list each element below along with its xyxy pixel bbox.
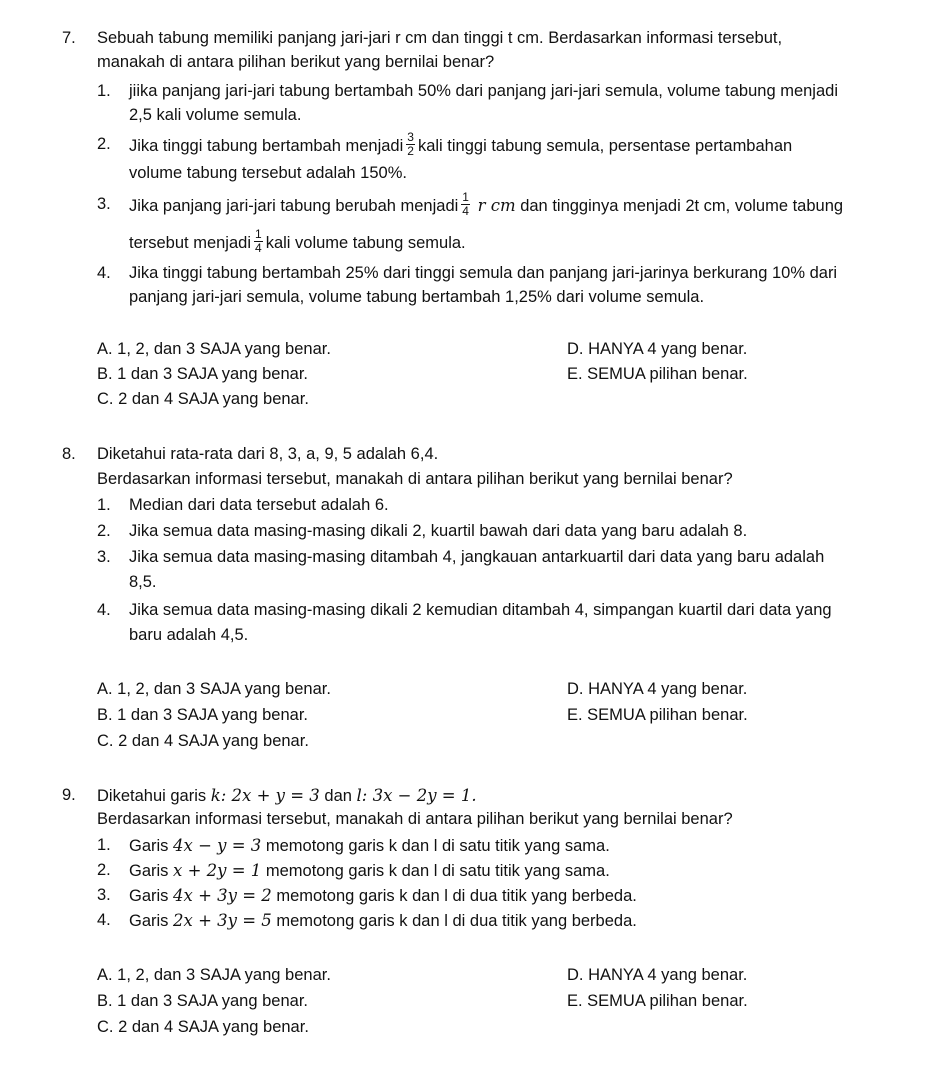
option-d[interactable]: D. HANYA 4 yang benar. [567,680,748,698]
statement-3 [129,227,466,257]
option-d[interactable]: D. HANYA 4 yang benar. [567,340,748,358]
statement-4: baru adalah 4,5. [129,626,249,644]
statement-3 [129,884,637,908]
statement-number: 4. [97,911,111,929]
statement-text: Jika panjang jari-jari tabung berubah menjadi [129,196,459,215]
statement-text: kali tinggi tabung semula, persentase pertambahan [417,136,793,155]
statement-4 [129,909,637,933]
statement-number: 4. [97,601,111,619]
option-a[interactable]: A. 1, 2, dan 3 SAJA yang benar. [97,340,331,358]
statement-number: 3. [97,886,111,904]
statement-1: 2,5 kali volume semula. [129,106,302,124]
statement-text: tersebut menjadi [129,233,251,252]
statement-4: panjang jari-jari semula, volume tabung bertambah 1,25% dari volume semula. [129,288,705,306]
statement-2 [129,130,793,160]
fraction-numerator: 1 [462,190,469,204]
math-expression: 2x + 3y = 5 [173,911,272,930]
option-d[interactable]: D. HANYA 4 yang benar. [567,966,748,984]
statement-number: 4. [97,264,111,282]
statement-text: memotong garis k dan l di dua titik yang berbeda. [276,912,637,930]
math-expression: k: 2x + y = 3 [210,786,320,805]
statement-text: kali volume tabung semula. [265,233,466,252]
statement-text: Garis [129,912,169,930]
fraction-denominator: 4 [255,241,262,255]
statement-number: 3. [97,195,111,213]
question-stem: Berdasarkan informasi tersebut, manakah di antara pilihan berikut yang bernilai benar? [97,470,733,488]
statement-number: 2. [97,522,111,540]
statement-1 [129,834,610,858]
option-b[interactable]: B. 1 dan 3 SAJA yang benar. [97,992,308,1010]
statement-text: Garis [129,837,169,855]
math-expression: 4x + 3y = 2 [173,886,272,905]
option-b[interactable]: B. 1 dan 3 SAJA yang benar. [97,706,308,724]
option-e[interactable]: E. SEMUA pilihan benar. [567,365,748,383]
question-stem [97,784,477,808]
question-stem: Sebuah tabung memiliki panjang jari-jari r cm dan tinggi t cm. Berdasarkan informasi tersebut, [97,29,783,47]
option-b[interactable]: B. 1 dan 3 SAJA yang benar. [97,365,308,383]
statement-1: jiika panjang jari-jari tabung bertambah 50% dari panjang jari-jari semula, volume tabung menjadi [129,82,838,100]
statement-text: Diketahui garis [97,787,207,805]
fraction [254,228,263,255]
statement-3: 8,5. [129,573,157,591]
statement-number: 1. [97,82,111,100]
statement-2 [129,859,610,883]
option-e[interactable]: E. SEMUA pilihan benar. [567,992,748,1010]
math-expression: x + 2y = 1 [173,861,262,880]
statement-text: dan tingginya menjadi 2t cm, volume tabung [520,196,844,215]
option-c[interactable]: C. 2 dan 4 SAJA yang benar. [97,1018,309,1036]
question-stem: Diketahui rata-rata dari 8, 3, a, 9, 5 adalah 6,4. [97,445,439,463]
statement-4: Jika semua data masing-masing dikali 2 kemudian ditambah 4, simpangan kuartil dari data yang [129,601,832,619]
option-c[interactable]: C. 2 dan 4 SAJA yang benar. [97,390,309,408]
statement-text: memotong garis k dan l di dua titik yang berbeda. [276,887,637,905]
statement-text: Jika tinggi tabung bertambah menjadi [129,136,404,155]
statement-3: Jika semua data masing-masing ditambah 4, jangkauan antarkuartil dari data yang baru adalah [129,548,825,566]
statement-number: 2. [97,135,111,153]
fraction-numerator: 1 [255,227,262,241]
statement-2: Jika semua data masing-masing dikali 2, kuartil bawah dari data yang baru adalah 8. [129,522,748,540]
statement-number: 3. [97,548,111,566]
fraction-numerator: 3 [407,130,414,144]
statement-text: dan [324,787,352,805]
statement-text: Garis [129,862,169,880]
question-number: 9. [62,786,76,804]
question-stem: Berdasarkan informasi tersebut, manakah di antara pilihan berikut yang bernilai benar? [97,810,733,828]
statement-number: 2. [97,861,111,879]
question-number: 8. [62,445,76,463]
fraction-denominator: 2 [407,144,414,158]
option-a[interactable]: A. 1, 2, dan 3 SAJA yang benar. [97,680,331,698]
statement-text: Garis [129,887,169,905]
statement-text: memotong garis k dan l di satu titik yang sama. [265,837,610,855]
question-number: 7. [62,29,76,47]
question-stem: manakah di antara pilihan berikut yang bernilai benar? [97,53,495,71]
statement-4: Jika tinggi tabung bertambah 25% dari tinggi semula dan panjang jari-jarinya berkurang 10% dari [129,264,838,282]
statement-3 [129,190,844,220]
math-expression: l: 3x − 2y = 1. [356,786,477,805]
statement-2: volume tabung tersebut adalah 150%. [129,164,407,182]
option-e[interactable]: E. SEMUA pilihan benar. [567,706,748,724]
option-c[interactable]: C. 2 dan 4 SAJA yang benar. [97,732,309,750]
statement-number: 1. [97,836,111,854]
statement-text: memotong garis k dan l di satu titik yang sama. [265,862,610,880]
fraction [461,191,470,218]
fraction [406,131,415,158]
statement-number: 1. [97,496,111,514]
math-expression: 4x − y = 3 [173,836,262,855]
statement-1: Median dari data tersebut adalah 6. [129,496,389,514]
fraction-denominator: 4 [462,204,469,218]
math-expression: r cm [477,195,516,215]
option-a[interactable]: A. 1, 2, dan 3 SAJA yang benar. [97,966,331,984]
